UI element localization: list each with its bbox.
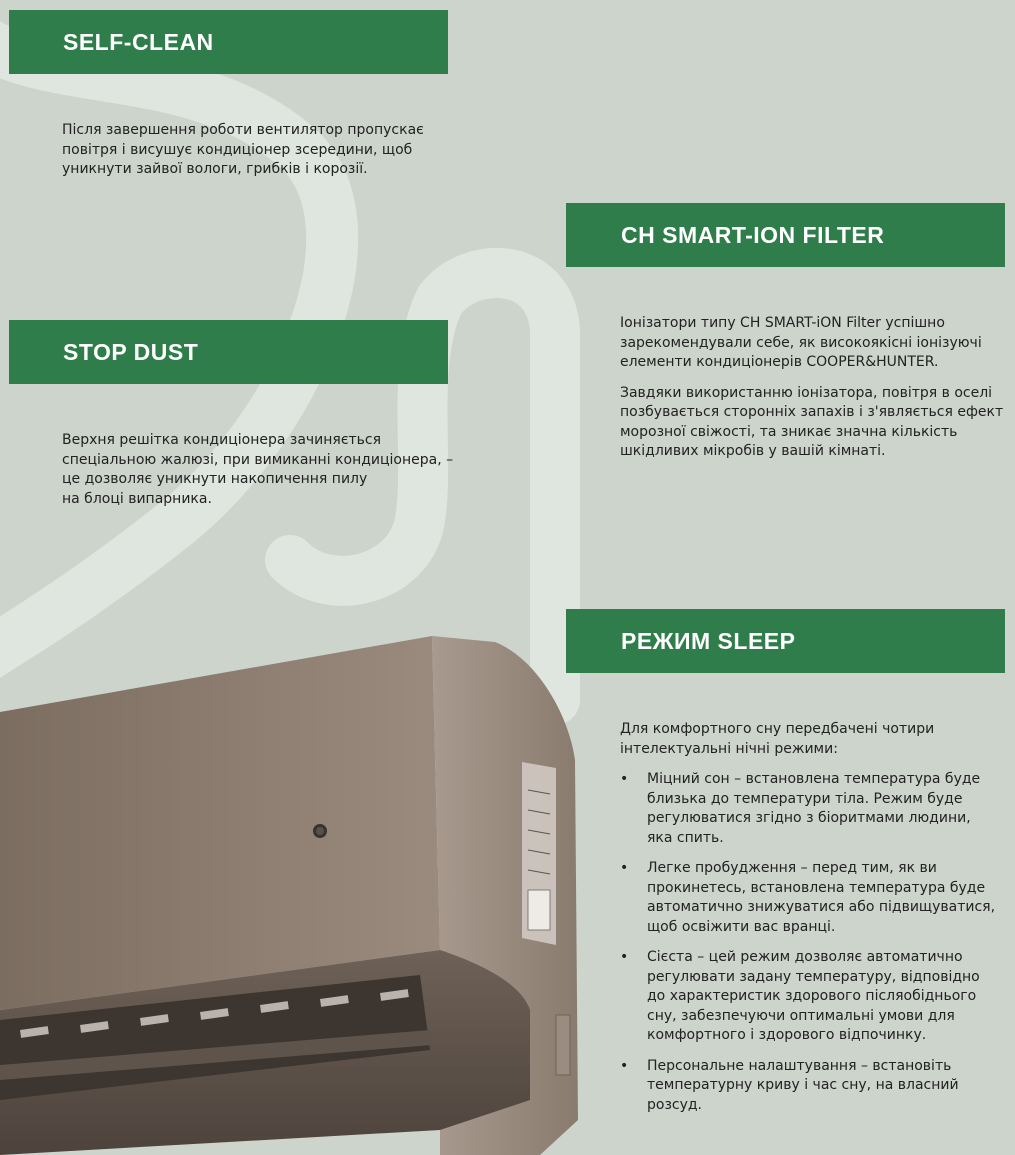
text-line: близька до температури тіла. Режим буде bbox=[647, 790, 963, 807]
sleep-description bbox=[620, 720, 1005, 1126]
text-line: • Сієста – цей режим дозволяє автоматично bbox=[647, 949, 963, 965]
text-line: уникнути зайвої вологи, грибків і корозії. bbox=[62, 161, 368, 177]
text-line: • Легке пробудження – перед тим, як ви bbox=[647, 860, 937, 876]
text-line: розсуд. bbox=[647, 1096, 703, 1113]
smart-ion-paragraph-1 bbox=[620, 314, 1003, 373]
text-line: • Міцний сон – встановлена температура буде bbox=[647, 771, 981, 787]
self-clean-description bbox=[62, 121, 424, 180]
smart-ion-description bbox=[620, 314, 1003, 473]
section-title-self-clean bbox=[9, 10, 448, 74]
smart-ion-paragraph-2 bbox=[620, 384, 1003, 462]
list-item bbox=[620, 770, 1005, 848]
text-line: сну, забезпечуючи оптимальні умови для bbox=[647, 1007, 955, 1024]
text-line: це дозволяє уникнути накопичення пилу bbox=[62, 471, 368, 487]
text-line: Іонізатори типу CH SMART-iON Filter успішно bbox=[620, 315, 945, 331]
list-item bbox=[620, 1057, 1005, 1116]
text-line: щоб освіжити вас вранці. bbox=[647, 918, 836, 935]
text-line: шкідливих мікробів у вашій кімнаті. bbox=[620, 443, 886, 459]
text-line: регулюватися згідно з біоритмами людини, bbox=[647, 810, 971, 826]
sleep-intro bbox=[620, 720, 1005, 759]
text-line: до характеристик здорового післяобіднього bbox=[647, 988, 977, 1004]
text-line: Завдяки використанню іонізатора, повітря в оселі bbox=[620, 384, 993, 401]
section-title-sleep bbox=[566, 609, 1005, 673]
stop-dust-title: STOP DUST bbox=[63, 338, 199, 365]
section-title-smart-ion bbox=[566, 203, 1005, 267]
text-line: інтелектуальні нічні режими: bbox=[620, 740, 838, 757]
self-clean-title: SELF-CLEAN bbox=[63, 28, 214, 55]
sleep-modes-list bbox=[620, 770, 1005, 1115]
text-line: температурну криву і час сну, на власний bbox=[647, 1077, 959, 1093]
sleep-title: РЕЖИМ SLEEP bbox=[621, 627, 796, 654]
stop-dust-description bbox=[62, 431, 453, 509]
text-line: морозної свіжості, та зникає значна кількість bbox=[620, 423, 958, 440]
text-line: зарекомендували себе, як високоякісні іонізуючі bbox=[620, 334, 982, 351]
text-line: Після завершення роботи вентилятор пропускає bbox=[62, 122, 424, 138]
text-line: яка спить. bbox=[647, 829, 724, 846]
text-line: Для комфортного сну передбачені чотири bbox=[620, 721, 935, 737]
text-line: Верхня решітка кондиціонера зачиняється bbox=[62, 432, 382, 448]
list-item bbox=[620, 859, 1005, 937]
text-line: прокинетесь, встановлена температура буде bbox=[647, 879, 986, 896]
text-line: • Персональне налаштування – встановіть bbox=[647, 1057, 952, 1074]
text-line: автоматично знижуватися або підвищуватися, bbox=[647, 899, 996, 915]
text-line: на блоці випарника. bbox=[62, 490, 212, 507]
text-line: комфортного і здорового відпочинку. bbox=[647, 1027, 927, 1043]
list-item bbox=[620, 948, 1005, 1046]
text-line: повітря і висушує кондиціонер зсередини, щоб bbox=[62, 141, 413, 158]
text-line: спеціальною жалюзі, при вимиканні кондиціонера, – bbox=[62, 451, 454, 468]
smart-ion-title: CH SMART-ION FILTER bbox=[621, 221, 885, 248]
section-title-stop-dust bbox=[9, 320, 448, 384]
text-line: елементи кондиціонерів COOPER&HUNTER. bbox=[620, 354, 939, 370]
text-line: регулювати задану температуру, відповідно bbox=[647, 968, 980, 985]
text-line: позбувається сторонніх запахів і з'являється ефект bbox=[620, 404, 1004, 420]
